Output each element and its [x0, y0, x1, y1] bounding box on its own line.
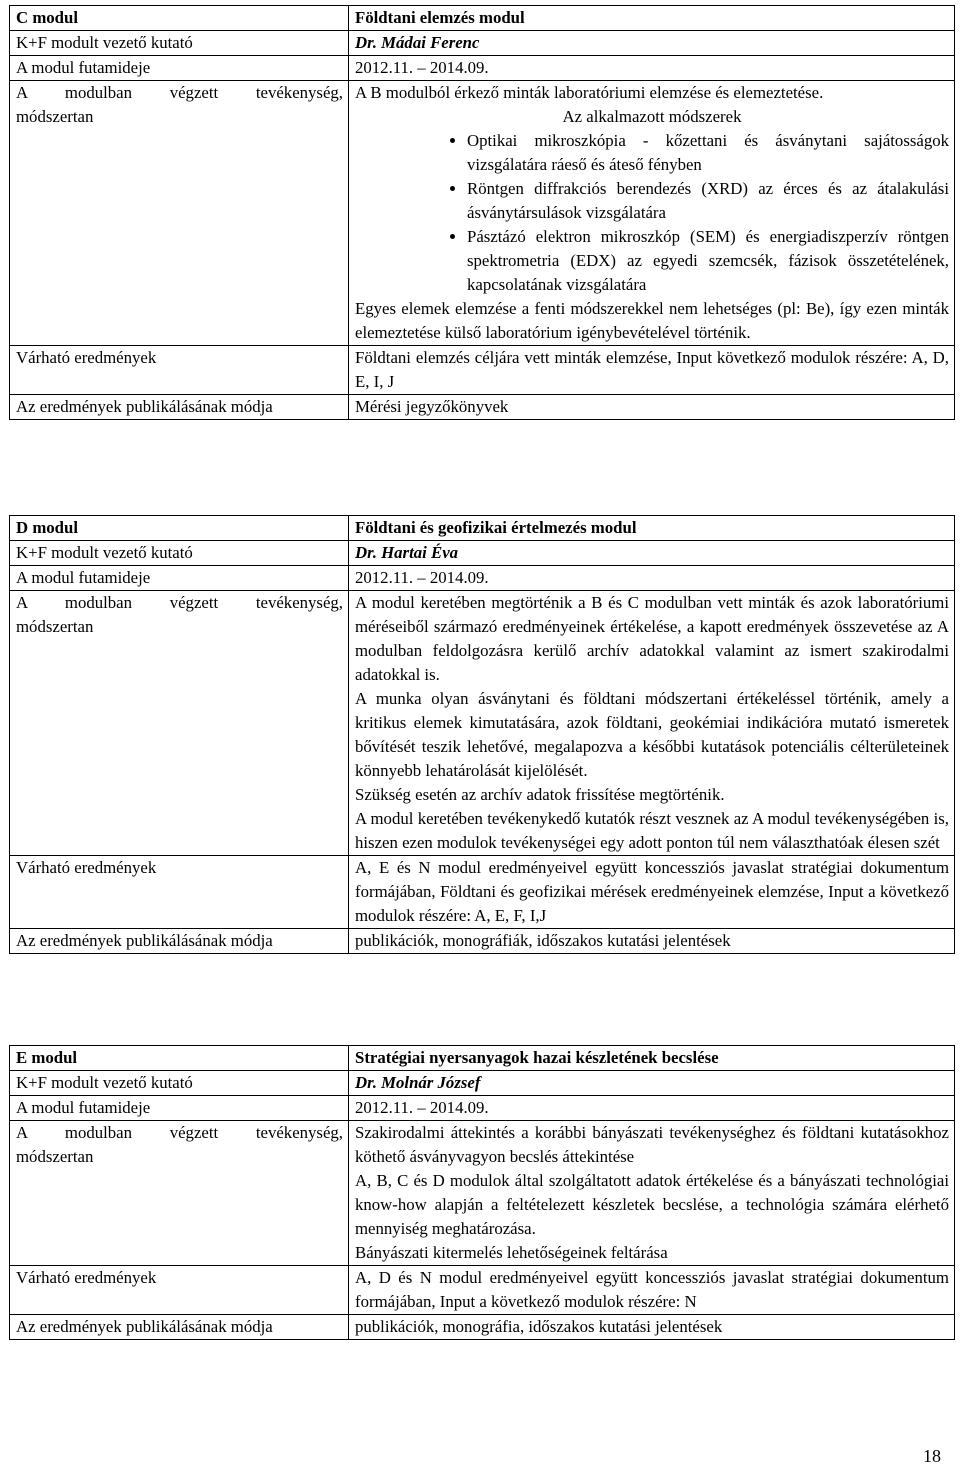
- method-item: • Röntgen diffrakciós berendezés (XRD) az érces és az átalakulási ásványtársulások vizsgálatára: [467, 177, 949, 225]
- e-module-results-row: [10, 1266, 955, 1315]
- results-label: Várható eredmények: [10, 856, 349, 929]
- activity-label-line1: A modulban végzett tevékenység,: [16, 1123, 343, 1142]
- activity-value: [349, 591, 955, 856]
- activity-paragraph: A modul keretében megtörténik a B és C modulban vett minták és azok laboratóriumi méréseiből származó eredményeinek értékelése, a kapott eredmények összevetése az A modulban feldolgozásra kerülő archív adatokkal valamint az ismert szakirodalmi adatokkal is.: [355, 593, 949, 684]
- leader-label: K+F modult vezető kutató: [10, 31, 349, 56]
- c-module-table: [9, 5, 955, 420]
- results-value: Földtani elemzés céljára vett minták elemzése, Input következő modulok részére: A, D, E, I, J: [349, 346, 955, 395]
- duration-value: 2012.11. – 2014.09.: [349, 1096, 955, 1121]
- duration-label: A modul futamideje: [10, 56, 349, 81]
- leader-name: Dr. Mádai Ferenc: [349, 31, 955, 56]
- activity-label-line1: A modulban végzett tevékenység,: [16, 83, 343, 102]
- activity-note: Egyes elemek elemzése a fenti módszerekkel nem lehetséges (pl: Be), így ezen minták elemeztetése külső laboratórium igénybevételével történik.: [355, 299, 949, 342]
- publication-value: publikációk, monográfiák, időszakos kutatási jelentések: [349, 929, 955, 954]
- duration-value: 2012.11. – 2014.09.: [349, 56, 955, 81]
- activity-label: [10, 81, 349, 346]
- leader-name: Dr. Molnár József: [349, 1071, 955, 1096]
- c-module-results-row: [10, 346, 955, 395]
- e-module-publication-row: [10, 1315, 955, 1340]
- publication-value: Mérési jegyzőkönyvek: [349, 395, 955, 420]
- module-id: C modul: [10, 6, 349, 31]
- activity-label: [10, 591, 349, 856]
- duration-label: A modul futamideje: [10, 566, 349, 591]
- activity-label-line2: módszertan: [16, 1147, 94, 1166]
- d-module-leader-row: [10, 541, 955, 566]
- methods-heading: Az alkalmazott módszerek: [562, 107, 742, 126]
- d-module-activity-row: [10, 591, 955, 856]
- activity-value: [349, 1121, 955, 1266]
- c-module-leader-row: [10, 31, 955, 56]
- leader-name: Dr. Hartai Éva: [349, 541, 955, 566]
- e-module-activity-row: [10, 1121, 955, 1266]
- activity-paragraph: Bányászati kitermelés lehetőségeinek feltárása: [355, 1243, 668, 1262]
- publication-label: Az eredmények publikálásának módja: [10, 929, 349, 954]
- c-module-header-row: [10, 6, 955, 31]
- publication-label: Az eredmények publikálásának módja: [10, 1315, 349, 1340]
- duration-value: 2012.11. – 2014.09.: [349, 566, 955, 591]
- activity-label-line1: A modulban végzett tevékenység,: [16, 593, 343, 612]
- activity-paragraph: A modul keretében tevékenykedő kutatók részt vesznek az A modul tevékenységében is, hiszen ezen modulok tevékenységei egy adott ponton túl nem választhatóak élesen szét: [355, 809, 949, 852]
- module-id: D modul: [10, 516, 349, 541]
- method-item: • Pásztázó elektron mikroszkóp (SEM) és energiadiszperzív röntgen spektrometria (EDX) az egyedi szemcsék, fázisok összetételének, kapcsolatának vizsgálatára: [467, 225, 949, 297]
- activity-paragraph: A munka olyan ásványtani és földtani módszertani értékeléssel történik, amely a kritikus elemek kimutatására, azok földtani, geokémiai indikációra mutató ismeretek bővítését teszik lehetővé, megalapozva a későbbi kutatások potenciális célterületeinek könnyebb lehatárolását kijelölését.: [355, 689, 949, 780]
- c-module-publication-row: [10, 395, 955, 420]
- module-title: Földtani és geofizikai értelmezés modul: [349, 516, 955, 541]
- publication-value: publikációk, monográfia, időszakos kutatási jelentések: [349, 1315, 955, 1340]
- activity-intro: A B modulból érkező minták laboratóriumi elemzése és elemeztetése.: [355, 83, 824, 102]
- activity-label: [10, 1121, 349, 1266]
- e-module-table: [9, 1045, 955, 1340]
- d-module-table: [9, 515, 955, 954]
- d-module-duration-row: [10, 566, 955, 591]
- d-module-results-row: [10, 856, 955, 929]
- page-number: 18: [923, 1446, 941, 1466]
- publication-label: Az eredmények publikálásának módja: [10, 395, 349, 420]
- results-value: A, E és N modul eredményeivel együtt koncessziós javaslat stratégiai dokumentum formájában, Földtani és geofizikai mérések eredményeinek elemzése, Input a következő modulok részére: A, E, F, I,J: [349, 856, 955, 929]
- d-module-publication-row: [10, 929, 955, 954]
- results-label: Várható eredmények: [10, 1266, 349, 1315]
- leader-label: K+F modult vezető kutató: [10, 1071, 349, 1096]
- results-value: A, D és N modul eredményeivel együtt koncessziós javaslat stratégiai dokumentum formájában, Input a következő modulok részére: N: [349, 1266, 955, 1315]
- activity-paragraph: A, B, C és D modulok által szolgáltatott adatok értékelése és a bányászati technológiai know-how alapján a feltételezett készletek becslése, a technológia számára elérhető mennyiség meghatározása.: [355, 1171, 949, 1238]
- leader-label: K+F modult vezető kutató: [10, 541, 349, 566]
- activity-value: [349, 81, 955, 346]
- duration-label: A modul futamideje: [10, 1096, 349, 1121]
- results-label: Várható eredmények: [10, 346, 349, 395]
- e-module-leader-row: [10, 1071, 955, 1096]
- module-title: Földtani elemzés modul: [349, 6, 955, 31]
- activity-paragraph: Szakirodalmi áttekintés a korábbi bányászati tevékenységhez és földtani kutatásokhoz köthető ásványvagyon becslés áttekintése: [355, 1123, 949, 1166]
- c-module-duration-row: [10, 56, 955, 81]
- e-module-duration-row: [10, 1096, 955, 1121]
- method-item: • Optikai mikroszkópia - kőzettani és ásványtani sajátosságok vizsgálatára ráeső és áteső fényben: [467, 129, 949, 177]
- module-title: Stratégiai nyersanyagok hazai készletének becslése: [349, 1046, 955, 1071]
- d-module-header-row: [10, 516, 955, 541]
- activity-label-line2: módszertan: [16, 107, 94, 126]
- methods-list: [355, 129, 949, 297]
- e-module-header-row: [10, 1046, 955, 1071]
- module-id: E modul: [10, 1046, 349, 1071]
- c-module-activity-row: [10, 81, 955, 346]
- activity-paragraph: Szükség esetén az archív adatok frissítése megtörténik.: [355, 785, 725, 804]
- activity-label-line2: módszertan: [16, 617, 94, 636]
